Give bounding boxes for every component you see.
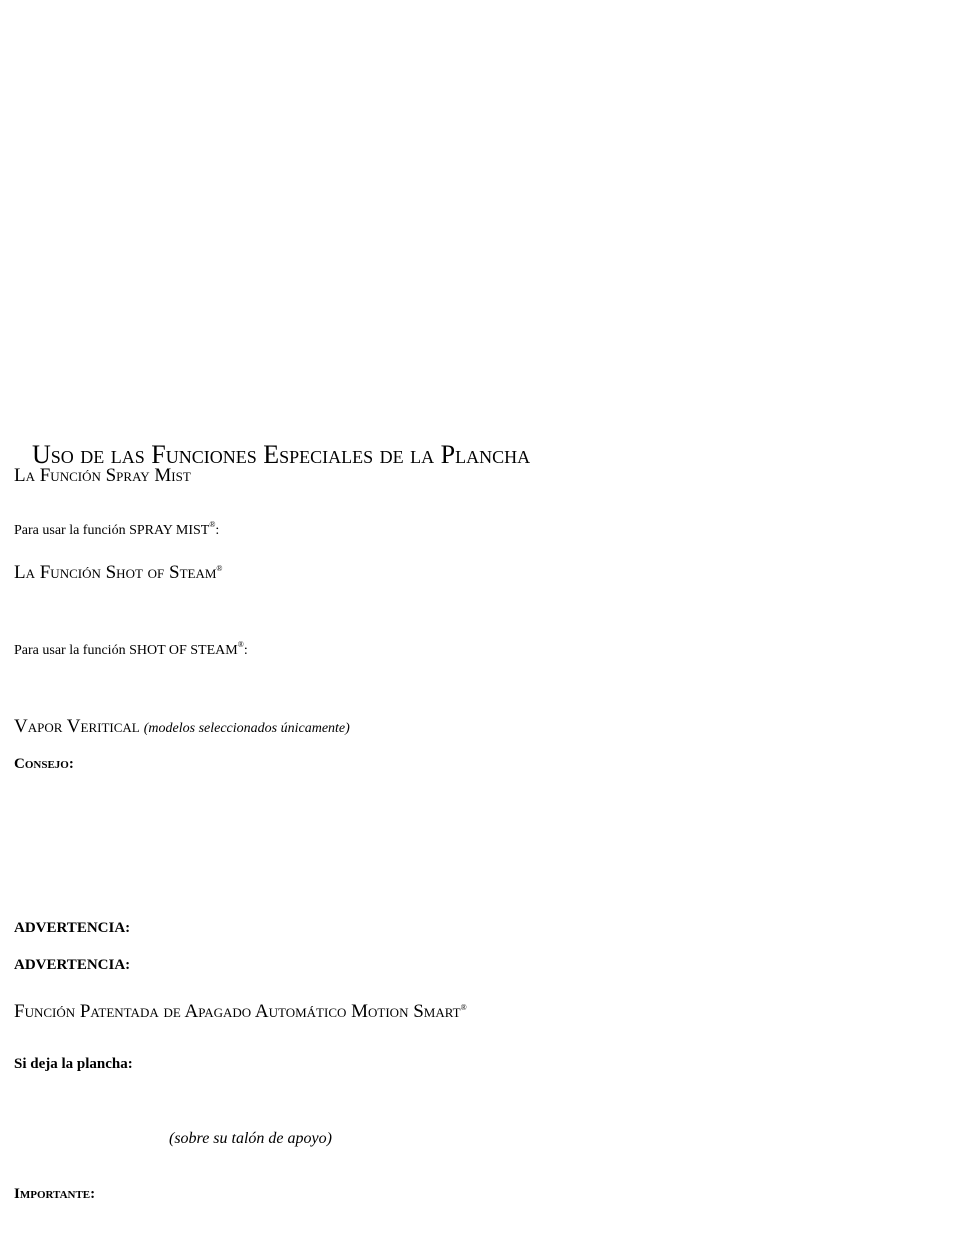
registered-mark: ® bbox=[237, 640, 244, 649]
shot-of-steam-instruction-text: Para usar la función SHOT OF STEAM bbox=[14, 643, 238, 658]
motion-smart-heading bbox=[14, 996, 467, 1024]
vapor-vertical-heading bbox=[14, 715, 350, 739]
vapor-vertical-note: (modelos seleccionados únicamente) bbox=[143, 721, 350, 736]
spray-mist-heading: La Función Spray Mist bbox=[14, 465, 191, 486]
vapor-vertical-heading-text: Vapor Veritical bbox=[14, 716, 140, 737]
importante-label: Importante: bbox=[14, 1186, 96, 1202]
colon: : bbox=[215, 523, 220, 538]
advertencia-label-1: ADVERTENCIA: bbox=[14, 920, 131, 936]
page-title: Uso de las Funciones Especiales de la Plancha bbox=[32, 440, 531, 469]
shot-of-steam-heading-text: La Función Shot of Steam bbox=[14, 562, 217, 583]
shot-of-steam-instruction bbox=[14, 640, 248, 659]
si-deja-label: Si deja la plancha: bbox=[14, 1056, 133, 1072]
registered-mark: ® bbox=[460, 1003, 467, 1012]
shot-of-steam-heading bbox=[14, 557, 223, 585]
registered-mark: ® bbox=[209, 520, 216, 529]
registered-mark: ® bbox=[216, 564, 223, 573]
motion-smart-heading-text: Función Patentada de Apagado Automático Motion Smart bbox=[14, 1001, 461, 1022]
spray-mist-instruction bbox=[14, 520, 219, 539]
spray-mist-instruction-text: Para usar la función SPRAY MIST bbox=[14, 523, 210, 538]
consejo-label: Consejo: bbox=[14, 756, 74, 772]
sobre-talon-note: (sobre su talón de apoyo) bbox=[169, 1130, 332, 1147]
advertencia-label-2: ADVERTENCIA: bbox=[14, 957, 131, 973]
colon: : bbox=[243, 643, 248, 658]
